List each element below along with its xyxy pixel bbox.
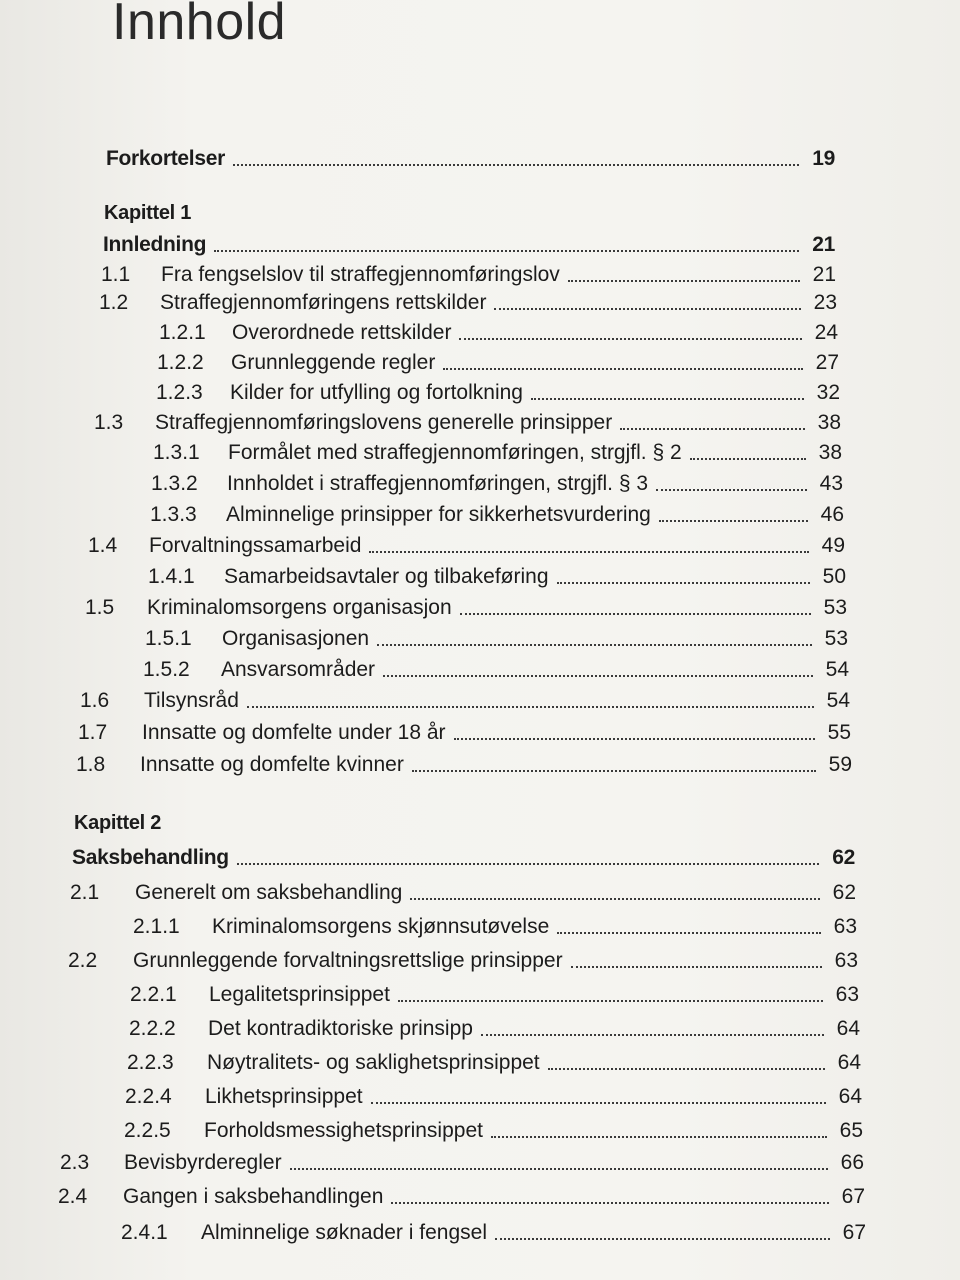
page-number: 38 — [817, 411, 841, 434]
page-number: 21 — [812, 233, 835, 256]
page-number: 49 — [821, 534, 845, 557]
dot-leader — [568, 280, 800, 282]
chapter-heading: Kapittel 2 — [74, 812, 162, 834]
section-number: 2.2 — [68, 949, 98, 972]
section-title: Ansvarsområder — [221, 658, 376, 681]
dot-leader — [459, 338, 802, 340]
section-number: 1.5.2 — [143, 658, 190, 681]
dot-leader — [495, 1238, 830, 1240]
section-number: 2.1.1 — [133, 915, 180, 938]
toc-entry — [125, 1084, 862, 1110]
section-title: Straffegjennomføringslovens generelle prinsipper — [155, 411, 613, 434]
section-title: Fra fengselslov til straffegjennomføringslov — [161, 263, 560, 286]
section-number: 1.7 — [78, 721, 108, 744]
section-title: Legalitetsprinsippet — [209, 983, 390, 1006]
dot-leader — [410, 898, 820, 900]
section-number: 2.2.1 — [130, 983, 177, 1006]
section-title: Kriminalomsorgens organisasjon — [147, 596, 452, 619]
section-number: 2.2.5 — [124, 1119, 171, 1142]
section-title: Formålet med straffegjennomføringen, strgjfl. § 2 — [228, 441, 682, 464]
dot-leader — [214, 250, 799, 252]
section-number: 2.2.2 — [129, 1017, 176, 1040]
dot-leader — [481, 1034, 824, 1036]
toc-entry — [101, 262, 836, 288]
section-title: Gangen i saksbehandlingen — [123, 1185, 384, 1208]
section-title: Saksbehandling — [72, 846, 229, 869]
toc-entry — [58, 1184, 865, 1210]
page-number: 54 — [826, 689, 850, 712]
section-title: Grunnleggende forvaltningsrettslige prinsipper — [133, 949, 563, 972]
dot-leader — [443, 368, 803, 370]
page-number: 65 — [839, 1119, 863, 1142]
page-number: 38 — [818, 441, 842, 464]
section-title: Det kontradiktoriske prinsipp — [208, 1017, 473, 1040]
section-number: 1.3.1 — [153, 441, 200, 464]
page-number: 46 — [820, 503, 844, 526]
toc-entry — [85, 595, 847, 621]
dot-leader — [233, 164, 799, 166]
section-title: Nøytralitets- og saklighetsprinsippet — [207, 1051, 540, 1074]
dot-leader — [398, 1000, 823, 1002]
toc-entry — [88, 533, 845, 559]
section-number: 1.6 — [80, 689, 110, 712]
toc-entry — [157, 350, 839, 376]
section-title: Alminnelige prinsipper for sikkerhetsvurdering — [226, 503, 651, 526]
dot-leader — [247, 706, 814, 708]
page-number: 19 — [812, 147, 835, 170]
section-number: 1.1 — [101, 263, 131, 286]
page-number: 62 — [832, 846, 855, 869]
section-number: 1.2.2 — [157, 351, 204, 374]
page-number: 64 — [838, 1085, 862, 1108]
dot-leader — [290, 1168, 828, 1170]
page-number: 63 — [833, 915, 857, 938]
section-title: Straffegjennomføringens rettskilder — [160, 291, 487, 314]
page-number: 27 — [815, 351, 839, 374]
page-number: 43 — [819, 472, 843, 495]
section-title: Innledning — [103, 233, 207, 256]
toc-entry — [78, 720, 851, 746]
toc-entry — [150, 502, 844, 528]
section-number: 2.1 — [70, 881, 100, 904]
section-number: 1.5.1 — [145, 627, 192, 650]
page-number: 24 — [814, 321, 838, 344]
toc-entry — [156, 380, 840, 406]
toc-entry — [80, 688, 850, 714]
toc-entry — [106, 146, 835, 172]
toc-entry — [103, 232, 835, 258]
chapter-heading: Kapittel 1 — [104, 202, 192, 224]
page-number: 53 — [823, 596, 847, 619]
section-title: Bevisbyrderegler — [124, 1151, 282, 1174]
page-number: 32 — [816, 381, 840, 404]
toc-entry — [127, 1050, 861, 1076]
dot-leader — [391, 1202, 829, 1204]
dot-leader — [491, 1136, 827, 1138]
toc-entry — [133, 914, 857, 940]
toc-entry — [94, 410, 841, 436]
section-number: 1.4.1 — [148, 565, 195, 588]
section-title: Kilder for utfylling og fortolkning — [230, 381, 523, 404]
dot-leader — [690, 458, 806, 460]
section-number: 1.8 — [76, 753, 106, 776]
page-number: 23 — [813, 291, 837, 314]
section-title: Forvaltningssamarbeid — [149, 534, 362, 557]
section-number: 1.4 — [88, 534, 118, 557]
section-title: Grunnleggende regler — [231, 351, 436, 374]
page-number: 64 — [836, 1017, 860, 1040]
dot-leader — [494, 308, 801, 310]
dot-leader — [557, 932, 821, 934]
page-number: 53 — [824, 627, 848, 650]
section-title: Kriminalomsorgens skjønnsutøvelse — [212, 915, 550, 938]
section-title: Samarbeidsavtaler og tilbakeføring — [224, 565, 549, 588]
page-number: 67 — [842, 1221, 866, 1244]
toc-entry — [148, 564, 846, 590]
toc-entry — [60, 1150, 864, 1176]
toc-entry — [129, 1016, 860, 1042]
page-number: 50 — [822, 565, 846, 588]
toc-entry — [151, 471, 843, 497]
section-title: Likhetsprinsippet — [205, 1085, 363, 1108]
page-number: 59 — [828, 753, 852, 776]
page-title: Innhold — [112, 0, 287, 51]
dot-leader — [460, 613, 811, 615]
toc-entry — [145, 626, 848, 652]
dot-leader — [377, 644, 812, 646]
section-number: 1.3 — [94, 411, 124, 434]
toc-entry — [130, 982, 859, 1008]
page-number: 21 — [812, 263, 836, 286]
section-title: Tilsynsråd — [144, 689, 239, 712]
section-number: 1.5 — [85, 596, 115, 619]
dot-leader — [383, 675, 813, 677]
section-title: Forkortelser — [106, 147, 225, 170]
dot-leader — [620, 428, 805, 430]
section-title: Innholdet i straffegjennomføringen, strgjfl. § 3 — [227, 472, 649, 495]
toc-entry — [76, 752, 852, 778]
dot-leader — [412, 770, 816, 772]
dot-leader — [548, 1068, 825, 1070]
toc-entry — [124, 1118, 863, 1144]
section-number: 2.4 — [58, 1185, 88, 1208]
toc-entry — [159, 320, 838, 346]
dot-leader — [531, 398, 804, 400]
section-title: Organisasjonen — [222, 627, 370, 650]
section-number: 1.2.1 — [159, 321, 206, 344]
dot-leader — [371, 1102, 826, 1104]
page-number: 55 — [827, 721, 851, 744]
dot-leader — [659, 520, 808, 522]
section-title: Forholdsmessighetsprinsippet — [204, 1119, 483, 1142]
page-number: 67 — [841, 1185, 865, 1208]
toc-entry — [143, 657, 849, 683]
page-number: 63 — [834, 949, 858, 972]
page-number: 66 — [840, 1151, 864, 1174]
section-number: 2.3 — [60, 1151, 90, 1174]
toc-entry — [70, 880, 856, 906]
dot-leader — [656, 489, 807, 491]
section-number: 1.2.3 — [156, 381, 203, 404]
toc-entry — [121, 1220, 866, 1246]
section-title: Innsatte og domfelte kvinner — [140, 753, 404, 776]
section-number: 2.4.1 — [121, 1221, 168, 1244]
page-number: 54 — [825, 658, 849, 681]
section-number: 2.2.4 — [125, 1085, 172, 1108]
dot-leader — [237, 863, 819, 865]
page-number: 64 — [837, 1051, 861, 1074]
page-number: 62 — [832, 881, 856, 904]
section-title: Alminnelige søknader i fengsel — [201, 1221, 487, 1244]
toc-entry — [68, 948, 858, 974]
toc-entry — [99, 290, 837, 316]
section-title: Innsatte og domfelte under 18 år — [142, 721, 446, 744]
page-number: 63 — [835, 983, 859, 1006]
section-title: Generelt om saksbehandling — [135, 881, 403, 904]
section-title: Overordnede rettskilder — [232, 321, 452, 344]
dot-leader — [454, 738, 815, 740]
dot-leader — [557, 582, 811, 584]
dot-leader — [571, 966, 822, 968]
toc-entry — [72, 845, 855, 871]
section-number: 1.2 — [99, 291, 129, 314]
section-number: 1.3.2 — [151, 472, 198, 495]
section-number: 1.3.3 — [150, 503, 197, 526]
dot-leader — [369, 551, 809, 553]
section-number: 2.2.3 — [127, 1051, 174, 1074]
toc-entry — [153, 440, 842, 466]
